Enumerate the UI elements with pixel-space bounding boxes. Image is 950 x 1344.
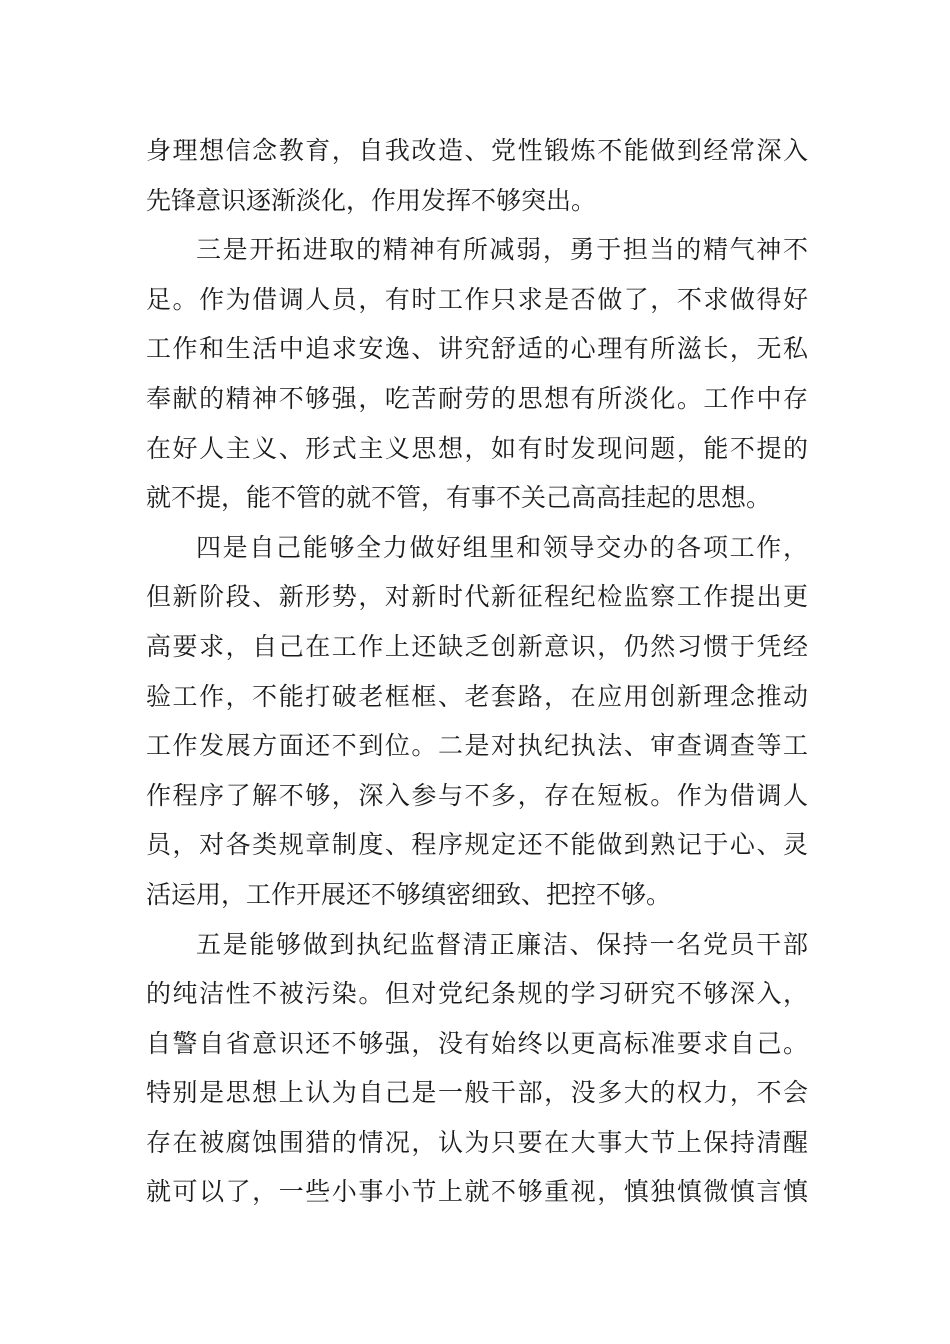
text-line: 但新阶段、新形势，对新时代新征程纪检监察工作提出更 (146, 582, 808, 612)
text-line: 奉献的精神不够强，吃苦耐劳的思想有所淡化。工作中存 (146, 383, 808, 413)
body-text (146, 126, 808, 1217)
text-line: 验工作，不能打破老框框、老套路，在应用创新理念推动 (146, 681, 808, 711)
text-line: 先锋意识逐渐淡化，作用发挥不够突出。 (146, 185, 597, 215)
paragraph-first-line: 五是能够做到执纪监督清正廉洁、保持一名党员干部 (196, 929, 808, 959)
text-line: 在好人主义、形式主义思想，如有时发现问题，能不提的 (146, 433, 808, 463)
text-line: 员，对各类规章制度、程序规定还不能做到熟记于心、灵 (146, 830, 808, 860)
text-line: 作程序了解不够，深入参与不多，存在短板。作为借调人 (146, 780, 808, 810)
text-line: 特别是思想上认为自己是一般干部，没多大的权力，不会 (146, 1078, 808, 1108)
paragraph-first-line: 三是开拓进取的精神有所减弱，勇于担当的精气神不 (196, 235, 808, 265)
text-line: 就不提，能不管的就不管，有事不关己高高挂起的思想。 (146, 483, 772, 513)
text-line: 工作发展方面还不到位。二是对执纪执法、审查调查等工 (146, 731, 808, 761)
text-line: 自警自省意识还不够强，没有始终以更高标准要求自己。 (146, 1028, 808, 1058)
text-line: 的纯洁性不被污染。但对党纪条规的学习研究不够深入， (146, 979, 808, 1009)
paragraph-first-line: 四是自己能够全力做好组里和领导交办的各项工作， (196, 532, 808, 562)
text-line: 身理想信念教育，自我改造、党性锻炼不能做到经常深入 (146, 136, 808, 165)
text-line: 活运用，工作开展还不够缜密细致、把控不够。 (146, 879, 672, 909)
text-line: 存在被腐蚀围猎的情况，认为只要在大事大节上保持清醒 (146, 1127, 808, 1157)
text-line: 工作和生活中追求安逸、讲究舒适的心理有所滋长，无私 (146, 334, 808, 364)
text-line: 就可以了，一些小事小节上就不够重视，慎独慎微慎言慎 (146, 1177, 808, 1207)
text-line: 高要求，自己在工作上还缺乏创新意识，仍然习惯于凭经 (146, 631, 808, 661)
text-line: 足。作为借调人员，有时工作只求是否做了，不求做得好 (146, 284, 808, 314)
